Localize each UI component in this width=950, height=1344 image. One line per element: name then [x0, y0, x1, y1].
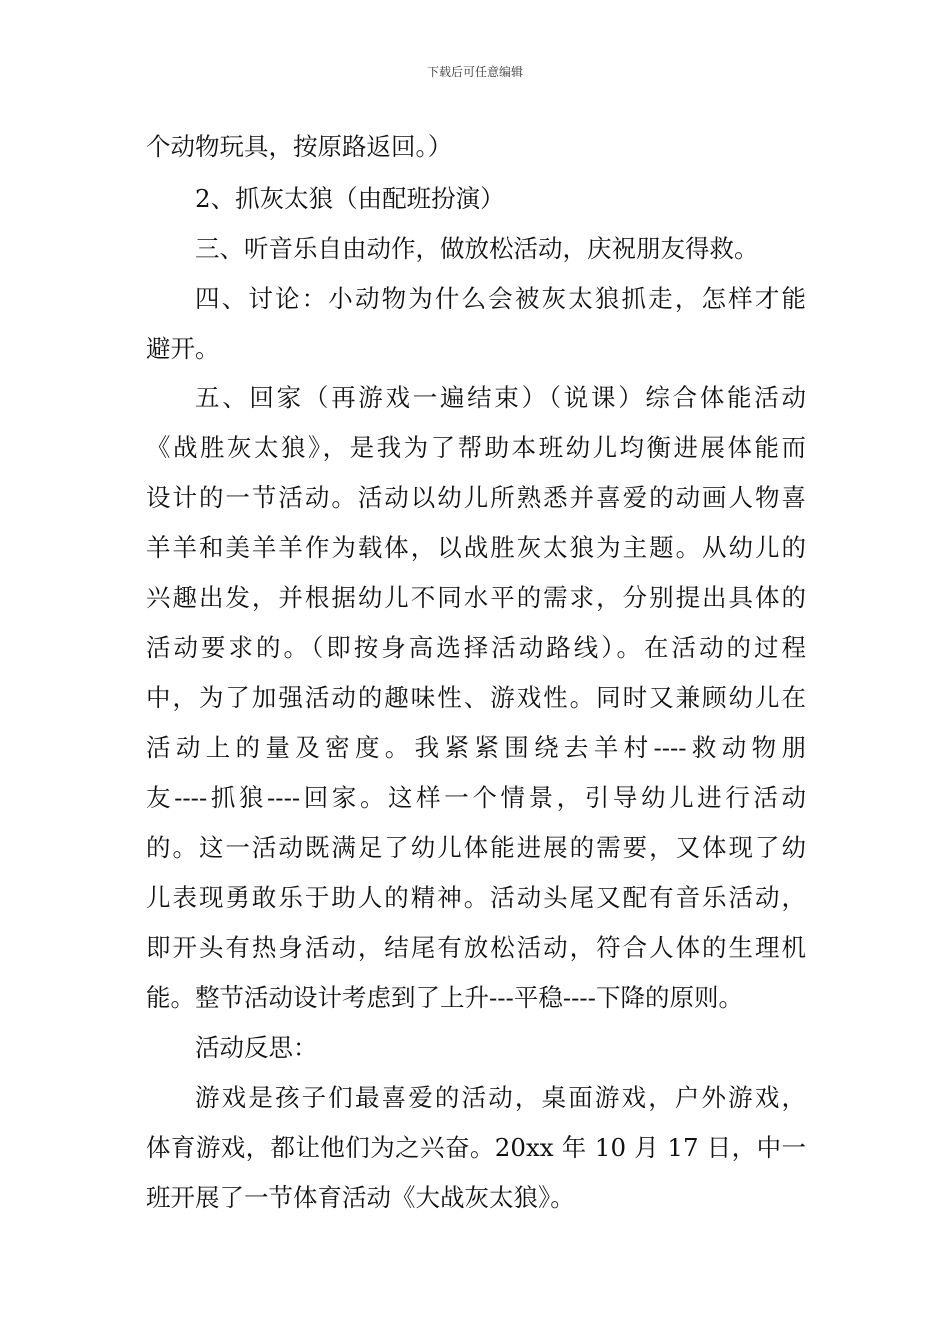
text-line: 三、听音乐自由动作，做放松活动，庆祝朋友得救。: [195, 234, 759, 263]
text-line: 避开。: [146, 334, 220, 363]
text-line: 《战胜灰太狼》，是我为了帮助本班幼儿均衡进展体能而: [146, 433, 806, 462]
page-header: 下载后可任意编辑: [426, 65, 523, 79]
text-line: 游戏是孩子们最喜爱的活动，桌面游戏，户外游戏，: [195, 1083, 806, 1112]
text-line: 羊羊和美羊羊作为载体，以战胜灰太狼为主题。从幼儿的: [146, 533, 806, 562]
text-line: 活动要求的。（即按身高选择活动路线）。在活动的过程: [146, 633, 806, 662]
text-line: 设计的一节活动。活动以幼儿所熟悉并喜爱的动画人物喜: [146, 483, 806, 512]
text-line: 五、回家（再游戏一遍结束）（说课）综合体能活动: [195, 383, 806, 412]
text-line: 的。这一活动既满足了幼儿体能进展的需要，又体现了幼: [146, 833, 806, 862]
text-line: 班开展了一节体育活动《大战灰太狼》。: [146, 1183, 575, 1212]
text-line: 活动上的量及密度。我紧紧围绕去羊村----救动物朋: [146, 733, 806, 762]
text-line: 能。整节活动设计考虑到了上升---平稳----下降的原则。: [146, 983, 743, 1012]
text-line: 活动反思：: [195, 1033, 318, 1062]
text-line: 个动物玩具，按原路返回。）: [146, 132, 453, 161]
text-line: 中，为了加强活动的趣味性、游戏性。同时又兼顾幼儿在: [146, 683, 806, 712]
text-line: 兴趣出发，并根据幼儿不同水平的需求，分别提出具体的: [146, 583, 806, 612]
text-line: 儿表现勇敢乐于助人的精神。活动头尾又配有音乐活动，: [146, 883, 806, 912]
text-line: 2、抓灰太狼（由配班扮演）: [195, 184, 505, 213]
text-line: 友----抓狼----回家。这样一个情景，引导幼儿进行活动: [146, 783, 806, 812]
text-line: 即开头有热身活动，结尾有放松活动，符合人体的生理机: [146, 933, 806, 962]
text-line: 四、讨论：小动物为什么会被灰太狼抓走，怎样才能: [195, 284, 806, 313]
text-line: 体育游戏，都让他们为之兴奋。20xx 年 10 月 17 日，中一: [146, 1133, 806, 1162]
